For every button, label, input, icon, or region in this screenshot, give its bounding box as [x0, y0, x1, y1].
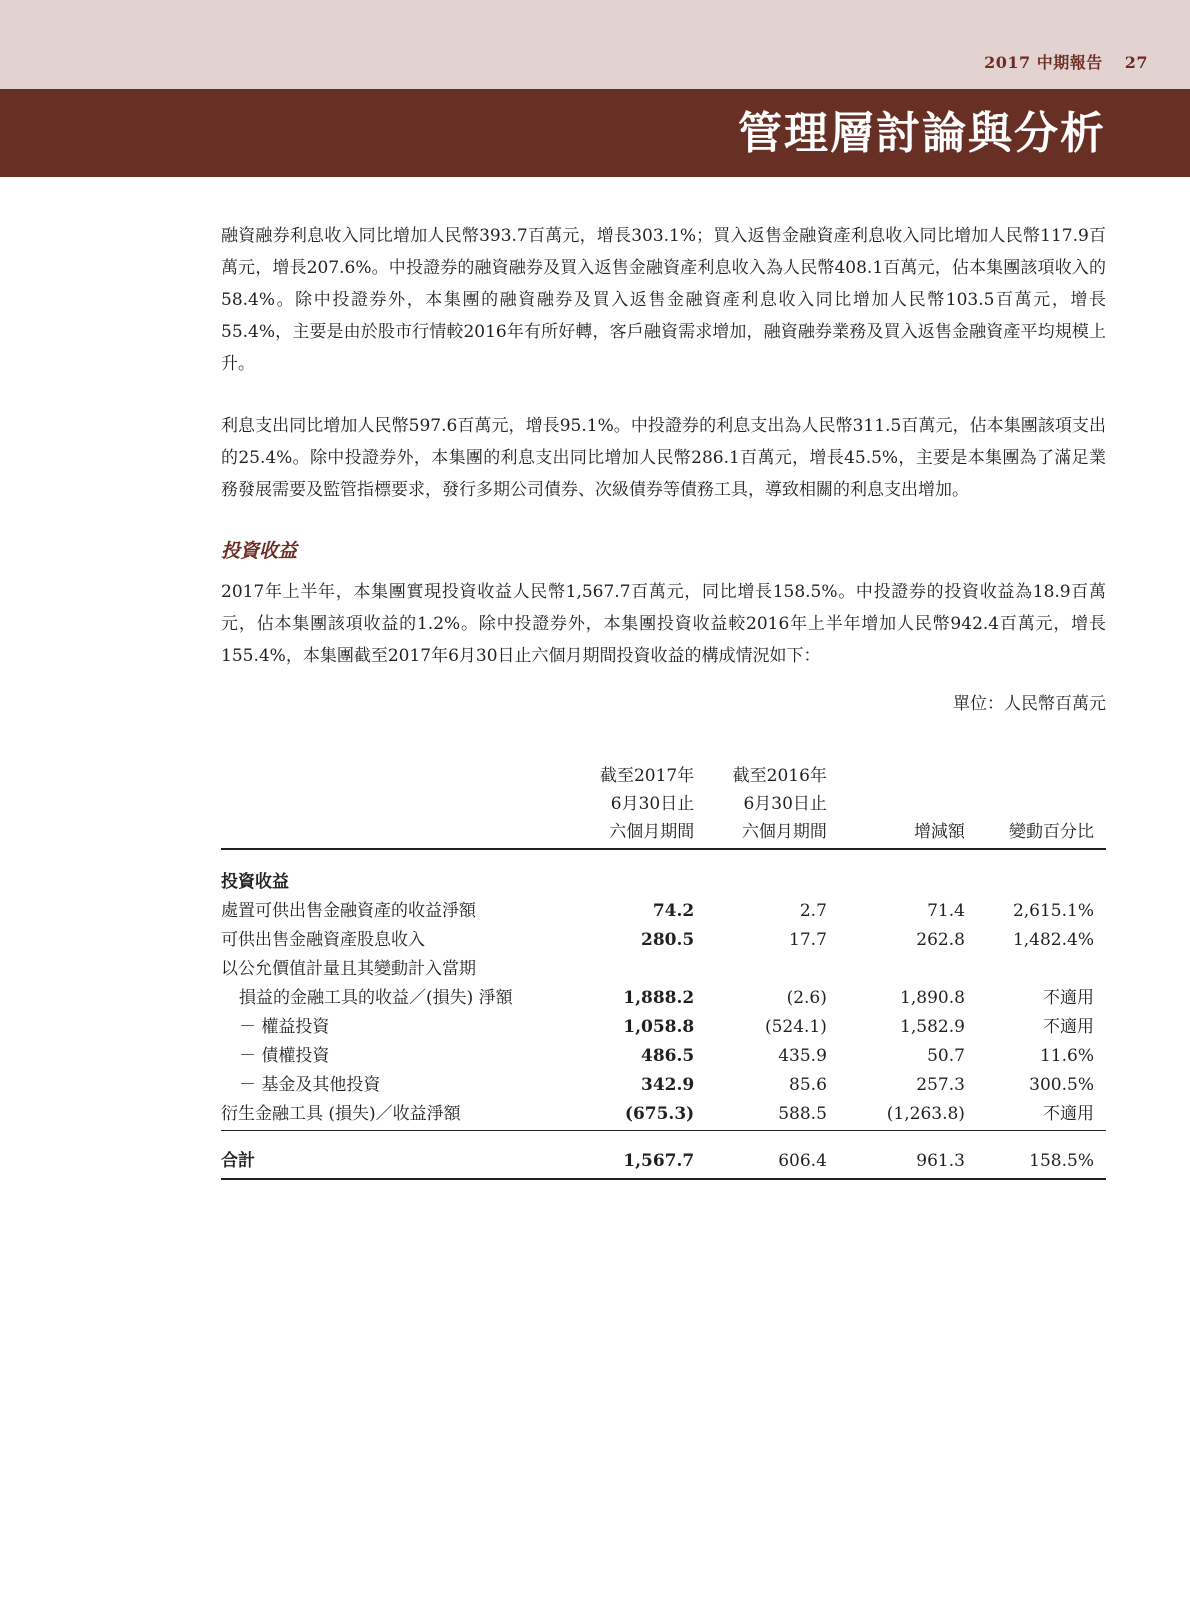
row-change: 1,890.8	[900, 988, 965, 1008]
row-value-2017: (675.3)	[567, 1100, 700, 1131]
table-row	[221, 1071, 1106, 1100]
row-value-2017: 486.5	[641, 1046, 695, 1066]
row-label: 以公允價值計量且其變動計入當期	[221, 959, 476, 979]
paragraph-interest-expense: 利息支出同比增加人民幣597.6百萬元，增長95.1%。中投證券的利息支出為人民幣311.5百萬元，佔本集團該項支出的25.4%。除中投證券外，本集團的利息支出同比增加人民幣286.1百萬元，增長45.5%，主要是本集團為了滿足業務發展需要及監管指標要求，發行多期公司債券、次級債券等債務工具，導致相關的利息支出增加。	[221, 416, 1106, 500]
table-row	[221, 897, 1106, 926]
row-change: 50.7	[927, 1046, 965, 1066]
row-label: － 權益投資	[239, 1017, 330, 1037]
row-value-2016: (2.6)	[786, 988, 827, 1008]
row-pct: 不適用	[1043, 1017, 1094, 1037]
row-label: 處置可供出售金融資產的收益淨額	[221, 901, 476, 921]
total-pct: 158.5%	[977, 1147, 1106, 1179]
page-body	[221, 220, 1106, 1180]
row-value-2017: 342.9	[641, 1075, 695, 1095]
row-value-2017: 1,058.8	[623, 1017, 695, 1037]
table-header-row	[221, 762, 1106, 849]
row-value-2016: 17.7	[789, 930, 827, 950]
header-2017: 截至2017年 6月30日止 六個月期間	[567, 762, 700, 849]
row-pct: 11.6%	[1039, 1046, 1094, 1066]
table-row	[221, 1013, 1106, 1042]
row-value-2016: 588.5	[700, 1100, 839, 1131]
row-value-2016: (524.1)	[764, 1017, 827, 1037]
header-pct: 變動百分比	[977, 762, 1106, 849]
row-pct: 不適用	[977, 1100, 1106, 1131]
paragraph-margin-interest: 融資融券利息收入同比增加人民幣393.7百萬元，增長303.1%；買入返售金融資產利息收入同比增加人民幣117.9百萬元，增長207.6%。中投證券的融資融券及買入返售金融資產利息收入為人民幣408.1百萬元，佔本集團該項收入的58.4%。除中投證券外，本集團的融資融券及買入返售金融資產利息收入同比增加人民幣103.5百萬元，增長55.4%，主要是由於股市行情較2016年有所好轉，客戶融資需求增加，融資融券業務及買入返售金融資產平均規模上升。	[221, 226, 1106, 374]
header-change: 增減額	[839, 762, 977, 849]
row-label: － 基金及其他投資	[239, 1075, 381, 1095]
total-change: 961.3	[839, 1147, 977, 1179]
table-row	[221, 955, 1106, 984]
row-change: 71.4	[927, 901, 965, 921]
table-row	[221, 1100, 1106, 1131]
section-label: 投資收益	[221, 872, 289, 892]
header-label-col	[221, 762, 567, 849]
total-value-2016: 606.4	[700, 1147, 839, 1179]
row-pct: 300.5%	[1029, 1075, 1094, 1095]
row-change: 262.8	[916, 930, 965, 950]
unit-note: 單位：人民幣百萬元	[953, 694, 1106, 714]
table-section-row	[221, 868, 1106, 897]
row-pct: 2,615.1%	[1012, 901, 1094, 921]
table-total-row	[221, 1147, 1106, 1179]
row-change: 1,582.9	[900, 1017, 965, 1037]
row-label: － 債權投資	[239, 1046, 330, 1066]
row-value-2017: 280.5	[641, 930, 695, 950]
row-value-2017: 1,888.2	[623, 988, 695, 1008]
row-change: (1,263.8)	[839, 1100, 977, 1131]
row-value-2017: 74.2	[652, 901, 695, 921]
row-value-2016: 85.6	[789, 1075, 827, 1095]
row-label: 可供出售金融資產股息收入	[221, 930, 425, 950]
investment-income-table	[221, 762, 1106, 1180]
row-label: 衍生金融工具 (損失)／收益淨額	[221, 1100, 567, 1131]
page-number: 27	[1124, 53, 1148, 72]
row-value-2016: 435.9	[778, 1046, 827, 1066]
row-label: 損益的金融工具的收益／(損失) 淨額	[239, 988, 513, 1008]
row-change: 257.3	[916, 1075, 965, 1095]
page-info	[984, 50, 1148, 73]
table-row	[221, 984, 1106, 1013]
total-label: 合計	[221, 1147, 567, 1179]
header-band	[0, 0, 1190, 89]
header-2016: 截至2016年 6月30日止 六個月期間	[700, 762, 839, 849]
table-row	[221, 1042, 1106, 1071]
row-pct: 1,482.4%	[1012, 930, 1094, 950]
total-value-2017: 1,567.7	[567, 1147, 700, 1179]
sub-heading-investment-income: 投資收益	[221, 540, 298, 562]
report-label: 2017 中期報告	[984, 53, 1103, 72]
paragraph-investment-income: 2017年上半年，本集團實現投資收益人民幣1,567.7百萬元，同比增長158.5%。中投證券的投資收益為18.9百萬元，佔本集團該項收益的1.2%。除中投證券外，本集團投資收益較2016年上半年增加人民幣942.4百萬元，增長155.4%，本集團截至2017年6月30日止六個月期間投資收益的構成情況如下：	[221, 582, 1106, 666]
row-value-2016: 2.7	[799, 901, 827, 921]
section-title: 管理層討論與分析	[738, 108, 1106, 159]
row-pct: 不適用	[1043, 988, 1094, 1008]
table-row	[221, 926, 1106, 955]
